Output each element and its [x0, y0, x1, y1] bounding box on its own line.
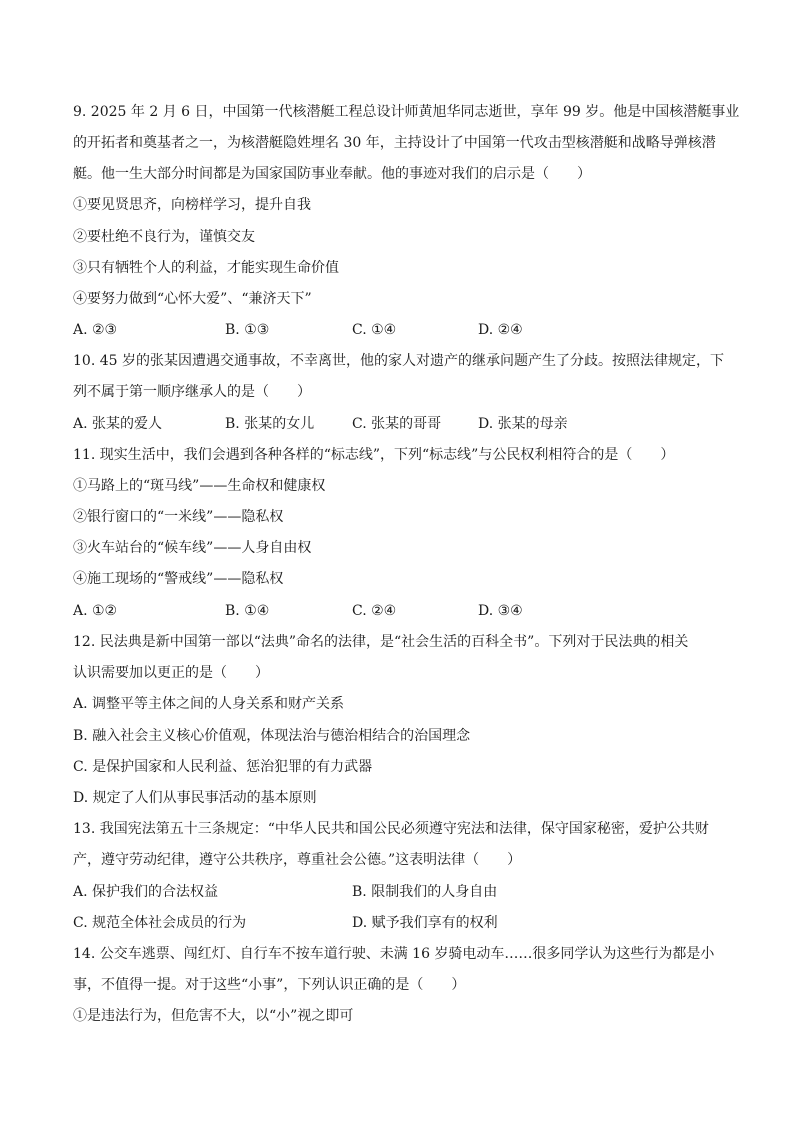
- q11-option-c[interactable]: C. ②④: [352, 603, 397, 619]
- q9-stem-line-1: 9. 2025 年 2 月 6 日，中国第一代核潜艇工程总设计师黄旭华同志逝世，享年 99 岁。他是中国核潜艇事业: [73, 104, 740, 120]
- q13-stem-line-2: 产，遵守劳动纪律，遵守公共秩序，尊重社会公德。”这表明法律（ ）: [73, 852, 522, 868]
- q10-stem-line-2: 列不属于第一顺序继承人的是（ ）: [73, 384, 311, 400]
- q13-option-b[interactable]: B. 限制我们的人身自由: [352, 884, 498, 900]
- q11-option-b[interactable]: B. ①④: [225, 603, 270, 619]
- q14-item-1: ①是违法行为，但危害不大，以“小”视之即可: [73, 1008, 354, 1024]
- q13-option-a[interactable]: A. 保护我们的合法权益: [73, 884, 219, 900]
- q11-item-2: ②银行窗口的“一米线”——隐私权: [73, 509, 284, 525]
- q13-stem-line-1: 13. 我国宪法第五十三条规定：“中华人民共和国公民必须遵守宪法和法律，保守国家秘密，爱护公共财: [73, 821, 709, 837]
- q9-item-1: ①要见贤思齐，向榜样学习，提升自我: [73, 197, 311, 213]
- q11-options: [73, 601, 723, 621]
- q14-stem-line-2: 事，不值得一提。对于这些“小事”，下列认识正确的是（ ）: [73, 977, 466, 993]
- q9-option-a[interactable]: A. ②③: [73, 322, 118, 338]
- q9-item-2: ②要杜绝不良行为，谨慎交友: [73, 229, 255, 245]
- q11-option-d[interactable]: D. ③④: [478, 603, 523, 619]
- q13-option-c[interactable]: C. 规范全体社会成员的行为: [73, 915, 247, 931]
- q9-stem-line-2: 的开拓者和奠基者之一，为核潜艇隐姓埋名 30 年，主持设计了中国第一代攻击型核潜艇和战略导弹核潜: [73, 135, 716, 151]
- q12-option-c[interactable]: C. 是保护国家和人民利益、惩治犯罪的有力武器: [73, 759, 373, 775]
- q13-options-row-1: [73, 882, 723, 902]
- q10-option-d[interactable]: D. 张某的母亲: [478, 416, 568, 432]
- q12-stem-line-1: 12. 民法典是新中国第一部以“法典”命名的法律，是“社会生活的百科全书”。下列对于民法典的相关: [73, 634, 689, 650]
- q9-option-b[interactable]: B. ①③: [225, 322, 270, 338]
- q11-stem-line-1: 11. 现实生活中，我们会遇到各种各样的“标志线”，下列“标志线”与公民权利相符合的是（ ）: [73, 447, 675, 463]
- q10-options: [73, 414, 723, 434]
- q11-item-4: ④施工现场的“警戒线”——隐私权: [73, 571, 284, 587]
- q9-option-d[interactable]: D. ②④: [478, 322, 523, 338]
- q9-item-3: ③只有牺牲个人的利益，才能实现生命价值: [73, 260, 339, 276]
- q12-stem-line-2: 认识需要加以更正的是（ ）: [73, 665, 269, 681]
- q10-option-b[interactable]: B. 张某的女儿: [225, 416, 315, 432]
- q10-option-a[interactable]: A. 张某的爱人: [73, 416, 163, 432]
- q10-stem-line-1: 10. 45 岁的张某因遭遇交通事故，不幸离世，他的家人对遗产的继承问题产生了分歧。按照法律规定，下: [73, 353, 724, 369]
- q11-item-1: ①马路上的“斑马线”——生命权和健康权: [73, 478, 326, 494]
- q11-item-3: ③火车站台的“候车线”——人身自由权: [73, 540, 312, 556]
- q10-option-c[interactable]: C. 张某的哥哥: [352, 416, 442, 432]
- q9-option-c[interactable]: C. ①④: [352, 322, 397, 338]
- q12-option-d[interactable]: D. 规定了人们从事民事活动的基本原则: [73, 790, 317, 806]
- q12-option-a[interactable]: A. 调整平等主体之间的人身关系和财产关系: [73, 696, 345, 712]
- q9-item-4: ④要努力做到“心怀大爱”、“兼济天下”: [73, 291, 312, 307]
- q9-options: [73, 320, 723, 340]
- q13-options-row-2: [73, 913, 723, 933]
- q9-stem-line-3: 艇。他一生大部分时间都是为国家国防事业奉献。他的事迹对我们的启示是（ ）: [73, 166, 591, 182]
- q11-option-a[interactable]: A. ①②: [73, 603, 118, 619]
- q13-option-d[interactable]: D. 赋予我们享有的权利: [352, 915, 498, 931]
- q12-option-b[interactable]: B. 融入社会主义核心价值观，体现法治与德治相结合的治国理念: [73, 728, 471, 744]
- q14-stem-line-1: 14. 公交车逃票、闯红灯、自行车不按车道行驶、未满 16 岁骑电动车……很多同学认为这些行为都是小: [73, 946, 715, 962]
